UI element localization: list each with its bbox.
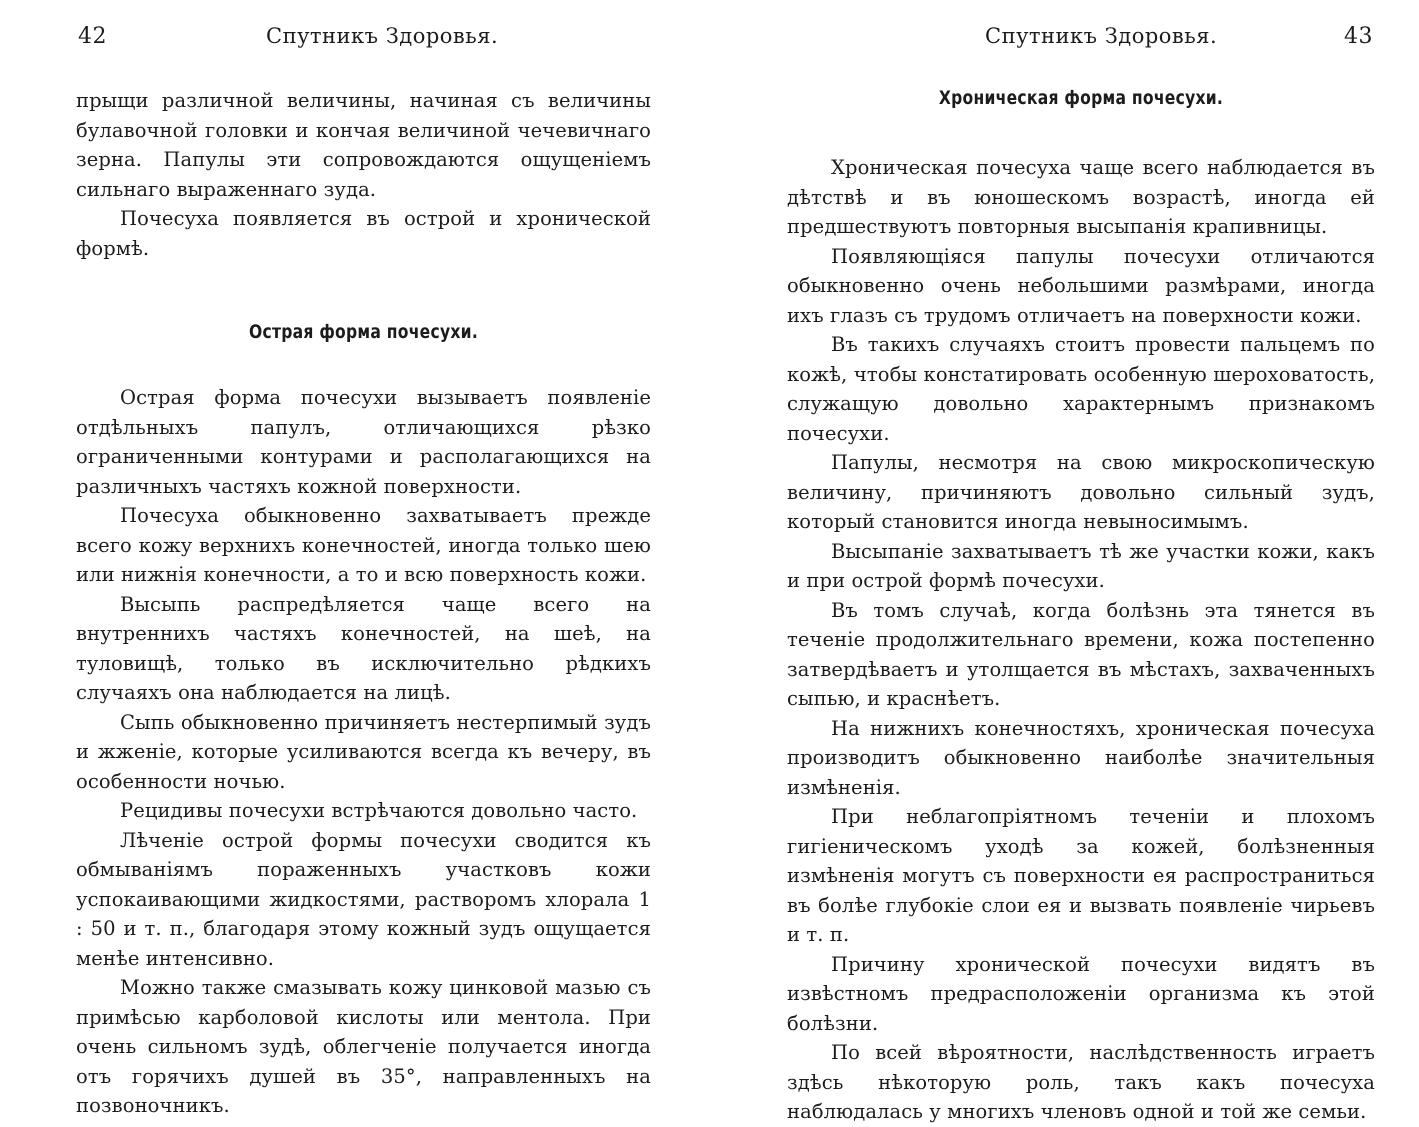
paragraph: По всей вѣроятности, наслѣдственность играетъ здѣсь нѣкоторую роль, такъ какъ почесуха наблюдалась у многихъ членовъ одной и той же семьи.: [787, 1041, 1375, 1123]
paragraph: При неблагопріятномъ теченіи и плохомъ гигіеническомъ уходѣ за кожей, болѣзненныя измѣненія могутъ съ поверхности ея распространиться въ болѣе глубокіе слои ея и вызвать появленіе чирьевъ и т. п.: [787, 805, 1375, 946]
paragraph: Рецидивы почесухи встрѣчаются довольно часто.: [120, 799, 638, 822]
page-number: 42: [78, 24, 107, 49]
paragraph: Появляющіяся папулы почесухи отличаются обыкновенно очень небольшими размѣрами, иногда ихъ глазъ съ трудомъ отличаетъ на поверхности кожи.: [787, 244, 1375, 327]
body-text: [787, 153, 1375, 1127]
left-page: [0, 0, 709, 1117]
paragraph: Острая форма почесухи вызываетъ появленіе отдѣльныхъ папулъ, отличающихся рѣзко ограниченными контурами и располагающихся на различныхъ частяхъ кожной поверхности.: [76, 386, 651, 498]
paragraph: Папулы, несмотря на свою микроскопическую величину, причиняютъ довольно сильный зудъ, который становится иногда невыносимымъ.: [787, 451, 1375, 533]
paragraph: Сыпь обыкновенно причиняетъ нестерпимый зудъ и жженіе, которые усиливаются всегда къ вечеру, въ особенности ночью.: [76, 710, 651, 793]
section-heading: Хроническая форма почесухи.: [938, 87, 1224, 109]
paragraph: Въ томъ случаѣ, когда болѣзнь эта тянется въ теченіе продолжительнаго времени, кожа постепенно затвердѣваетъ и утолщается въ мѣстахъ, захваченныхъ сыпью, и краснѣетъ.: [787, 598, 1375, 710]
paragraph: Можно также смазывать кожу цинковой мазью съ примѣсью карболовой кислоты или ментола. При очень сильномъ зудѣ, облегченіе получается иногда отъ горячихъ душей въ 35°, направленныхъ на позвоночникъ.: [76, 976, 651, 1117]
paragraph: Высыпь распредѣляется чаще всего на внутреннихъ частяхъ конечностей, на шеѣ, на туловищѣ, только въ исключительно рѣдкихъ случаяхъ она наблюдается на лицѣ.: [76, 592, 651, 704]
paragraph: Причину хронической почесухи видятъ въ извѣстномъ предрасположеніи организма къ этой болѣзни.: [787, 952, 1375, 1035]
running-title: Спутникъ Здоровья.: [266, 24, 499, 48]
body-text: [76, 383, 651, 1121]
paragraph: Хроническая почесуха чаще всего наблюдается въ дѣтствѣ и въ юношескомъ возрастѣ, иногда ей предшествуютъ повторныя высыпанія крапивницы.: [787, 156, 1375, 238]
section-heading: Острая форма почесухи.: [248, 321, 479, 343]
paragraph: Въ такихъ случаяхъ стоитъ провести пальцемъ по кожѣ, чтобы констатировать особенную шероховатость, служащую довольно характернымъ признакомъ почесухи.: [787, 333, 1375, 445]
right-page: [709, 0, 1419, 1123]
body-text-top: [76, 86, 651, 263]
paragraph: На нижнихъ конечностяхъ, хроническая почесуха производитъ обыкновенно наиболѣе значительныя измѣненія.: [787, 716, 1375, 799]
running-title: Спутникъ Здоровья.: [985, 24, 1218, 48]
paragraph: Высыпаніе захватываетъ тѣ же участки кожи, какъ и при острой формѣ почесухи.: [787, 539, 1375, 592]
page-number: 43: [1344, 24, 1373, 49]
paragraph: Почесуха появляется въ острой и хронической формѣ.: [76, 207, 651, 260]
paragraph: прыщи различной величины, начиная съ величины булавочной головки и кончая величиной чечевичнаго зерна. Папулы эти сопровождаются ощущеніемъ сильнаго выраженнаго зуда.: [76, 89, 651, 201]
running-head: [76, 24, 651, 64]
running-head: [787, 24, 1375, 64]
paragraph: Почесуха обыкновенно захватываетъ прежде всего кожу верхнихъ конечностей, иногда только шею или нижнія конечности, а то и всю поверхность кожи.: [76, 504, 651, 586]
paragraph: Лѣченіе острой формы почесухи сводится къ обмыванiямъ пораженныхъ участковъ кожи успокаивающими жидкостями, растворомъ хлорала 1 : 50 и т. п., благодаря этому кожный зудъ ощущается менѣе интенсивно.: [76, 828, 651, 970]
